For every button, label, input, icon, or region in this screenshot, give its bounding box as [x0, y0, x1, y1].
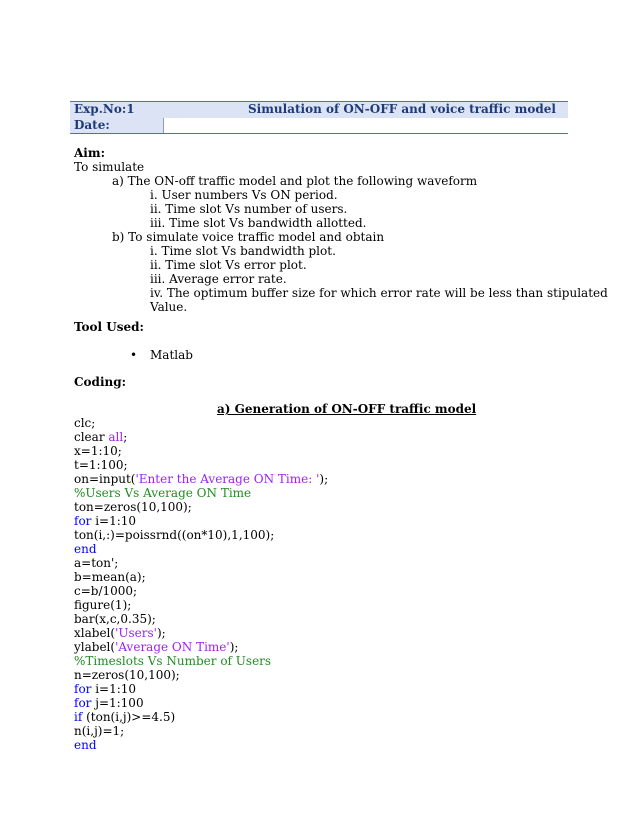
header-row-title	[70, 102, 568, 118]
code-line: c=b/1000;	[74, 584, 138, 598]
code-line	[74, 640, 238, 654]
code-keyword: for	[74, 514, 92, 528]
aim-b-item: Value.	[150, 300, 188, 314]
code-line	[74, 696, 144, 710]
code-line: x=1:10;	[74, 444, 122, 458]
code-line: ton(i,:)=poissrnd((on*10),1,100);	[74, 528, 275, 542]
code-token: i=1:10	[91, 514, 137, 528]
bullet-icon: •	[130, 348, 138, 362]
aim-b-item: iii. Average error rate.	[150, 272, 287, 286]
code-keyword: for	[74, 682, 92, 696]
code-line: b=mean(a);	[74, 570, 146, 584]
code-line: a=ton';	[74, 556, 119, 570]
aim-a-item: ii. Time slot Vs number of users.	[150, 202, 348, 216]
code-line: n(i,j)=1;	[74, 724, 125, 738]
code-token: xlabel(	[74, 626, 116, 640]
tool-item: Matlab	[150, 348, 193, 362]
code-line: clc;	[74, 416, 96, 430]
header-row-date	[70, 118, 568, 134]
code-line	[74, 514, 136, 528]
date-label: Date:	[74, 118, 110, 132]
code-token: 'Users'	[115, 626, 157, 640]
code-token: j=1:100	[91, 696, 144, 710]
experiment-title: Simulation of ON-OFF and voice traffic model	[248, 102, 556, 116]
code-line: n=zeros(10,100);	[74, 668, 180, 682]
aim-part-a: a) The ON-off traffic model and plot the following waveform	[112, 174, 478, 188]
section-title: a) Generation of ON-OFF traffic model	[217, 402, 477, 416]
code-token: i=1:10	[91, 682, 137, 696]
code-token: clear	[74, 430, 109, 444]
code-line	[74, 430, 127, 444]
code-token: );	[319, 472, 329, 486]
aim-b-item: ii. Time slot Vs error plot.	[150, 258, 307, 272]
aim-intro: To simulate	[74, 160, 145, 174]
experiment-header	[70, 101, 568, 134]
code-keyword: end	[74, 542, 97, 556]
code-keyword: if	[74, 710, 83, 724]
code-comment: %Timeslots Vs Number of Users	[74, 654, 272, 668]
code-line	[74, 626, 166, 640]
code-token: ;	[123, 430, 128, 444]
aim-part-b: b) To simulate voice traffic model and obtain	[112, 230, 385, 244]
tool-heading: Tool Used:	[74, 320, 144, 334]
code-line: bar(x,c,0.35);	[74, 612, 156, 626]
aim-b-item: iv. The optimum buffer size for which error rate will be less than stipulated	[150, 286, 608, 300]
code-line	[74, 472, 328, 486]
date-cell	[70, 118, 164, 133]
aim-a-item: i. User numbers Vs ON period.	[150, 188, 338, 202]
code-comment: %Users Vs Average ON Time	[74, 486, 252, 500]
code-token: );	[229, 640, 239, 654]
code-token: 'Average ON Time'	[115, 640, 230, 654]
code-token: (ton(i,j)>=4.5)	[82, 710, 176, 724]
aim-b-item: i. Time slot Vs bandwidth plot.	[150, 244, 336, 258]
code-token: );	[156, 626, 166, 640]
code-token: 'Enter the Average ON Time: '	[135, 472, 320, 486]
code-keyword: end	[74, 738, 97, 752]
code-line: t=1:100;	[74, 458, 128, 472]
coding-heading: Coding:	[74, 375, 127, 389]
code-line: ton=zeros(10,100);	[74, 500, 192, 514]
code-token: ylabel(	[74, 640, 116, 654]
code-token: all	[108, 430, 124, 444]
code-line	[74, 710, 175, 724]
experiment-number: Exp.No:1	[74, 102, 135, 116]
code-line: figure(1);	[74, 598, 132, 612]
aim-heading: Aim:	[74, 146, 105, 160]
code-keyword: for	[74, 696, 92, 710]
code-line	[74, 682, 136, 696]
code-token: on=input(	[74, 472, 136, 486]
aim-a-item: iii. Time slot Vs bandwidth allotted.	[150, 216, 367, 230]
